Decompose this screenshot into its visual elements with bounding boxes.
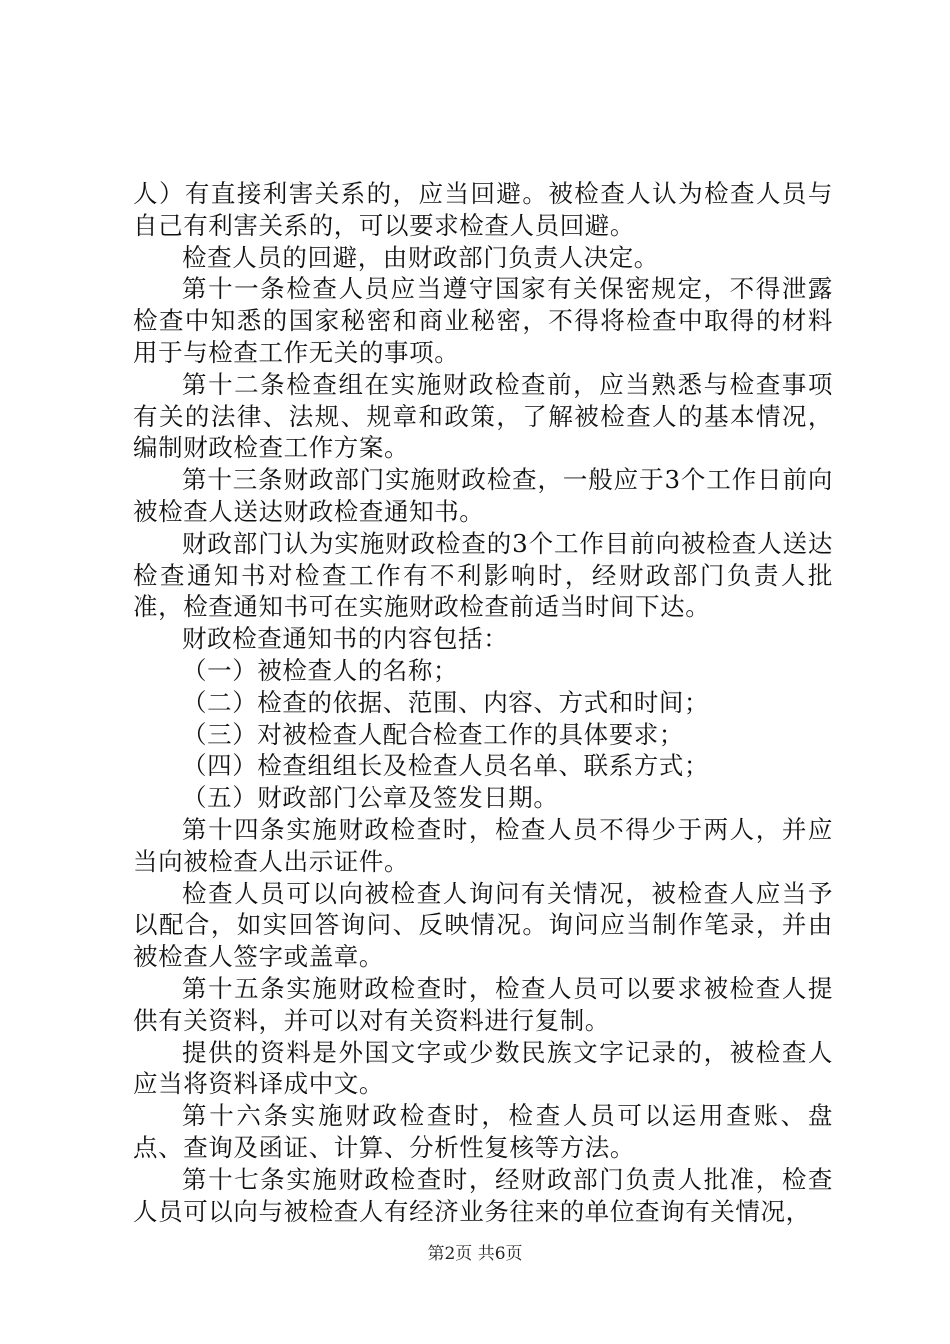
paragraph: 第十六条实施财政检查时，检查人员可以运用查账、盘点、查询及函证、计算、分析性复核等方法。 [133,1101,833,1162]
paragraph: 第十五条实施财政检查时，检查人员可以要求被检查人提供有关资料，并可以对有关资料进行复制。 [133,973,833,1035]
paragraph: 第十四条实施财政检查时，检查人员不得少于两人，并应当向被检查人出示证件。 [133,814,833,876]
paragraph: （二）检查的依据、范围、内容、方式和时间； [182,687,710,717]
paragraph: 第十二条检查组在实施财政检查前，应当熟悉与检查事项有关的法律、法规、规章和政策，了解被检查人的基本情况，编制财政检查工作方案。 [133,369,833,463]
paragraph: 第十一条检查人员应当遵守国家有关保密规定，不得泄露检查中知悉的国家秘密和商业秘密，不得将检查中取得的材料用于与检查工作无关的事项。 [133,274,833,367]
paragraph: 财政检查通知书的内容包括： [182,624,509,654]
paragraph: 检查人员可以向被检查人询问有关情况，被检查人应当予以配合，如实回答询问、反映情况。询问应当制作笔录，并由被检查人签字或盖章。 [133,878,833,972]
paragraph: （四）检查组组长及检查人员名单、联系方式； [182,751,710,781]
paragraph: 第十三条财政部门实施财政检查，一般应于3个工作日前向被检查人送达财政检查通知书。 [133,465,833,526]
paragraph: 检查人员的回避，由财政部门负责人决定。 [182,242,659,272]
paragraph: 财政部门认为实施财政检查的3个工作目前向被检查人送达检查通知书对检查工作有不利影响时，经财政部门负责人批准，检查通知书可在实施财政检查前适当时间下达。 [133,528,833,622]
paragraph: （五）财政部门公章及签发日期。 [182,783,559,813]
paragraph: 提供的资料是外国文字或少数民族文字记录的，被检查人应当将资料译成中文。 [133,1037,833,1099]
paragraph: 第十七条实施财政检查时，经财政部门负责人批准，检查人员可以向与被检查人有经济业务往来的单位查询有关情况， [133,1164,833,1226]
paragraph: （三）对被检查人配合检查工作的具体要求； [182,719,684,749]
paragraph: （一）被检查人的名称； [182,655,459,685]
document-body [133,178,833,1227]
paragraph: 人）有直接利害关系的，应当回避。被检查人认为检查人员与自己有利害关系的，可以要求检查人员回避。 [133,179,833,240]
page-number-footer: 第2页 共6页 [427,1244,523,1264]
